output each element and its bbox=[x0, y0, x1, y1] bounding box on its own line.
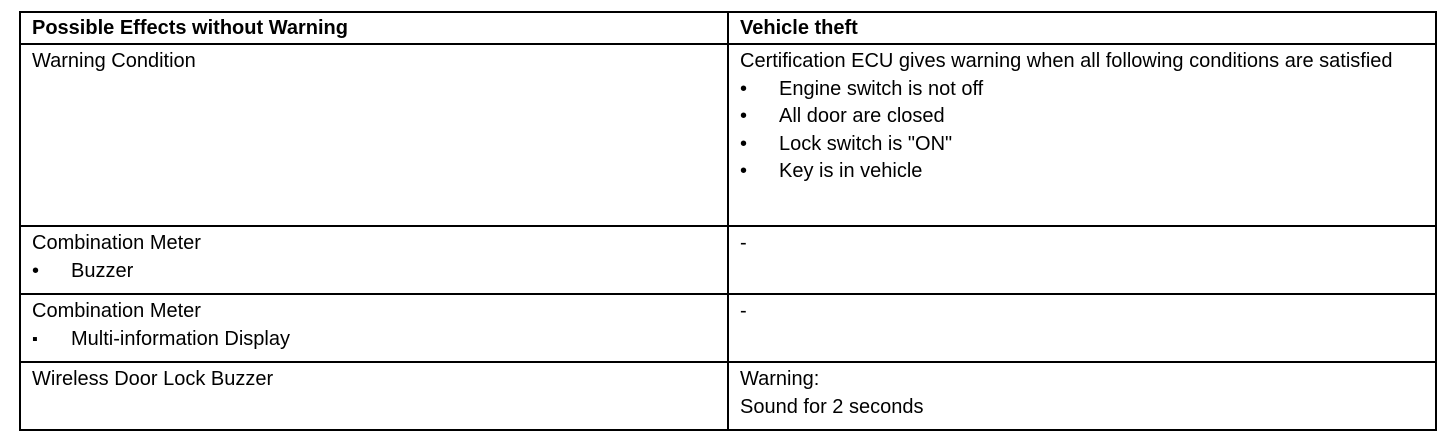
condition-item-text: Key is in vehicle bbox=[779, 160, 923, 182]
list-item bbox=[32, 258, 715, 286]
bullet-icon: • bbox=[740, 77, 748, 100]
row-label-wireless-door-lock-buzzer: Wireless Door Lock Buzzer bbox=[20, 362, 728, 430]
bullet-icon: • bbox=[740, 160, 748, 182]
table-row bbox=[20, 226, 1436, 294]
table-row bbox=[20, 44, 1436, 226]
row-label-text: Combination Meter bbox=[32, 232, 201, 254]
bullet-icon: • bbox=[740, 105, 748, 127]
vehicle-theft-warning-table bbox=[19, 11, 1437, 431]
warning-label: Warning: bbox=[740, 368, 820, 390]
row-label-combination-meter-buzzer bbox=[20, 226, 728, 294]
table-row bbox=[20, 362, 1436, 430]
list-item bbox=[740, 131, 1423, 159]
condition-item-text: Lock switch is "ON" bbox=[779, 132, 953, 155]
condition-item-text: All door are closed bbox=[779, 105, 945, 127]
row-label-bullet-text: Multi-information Display bbox=[71, 327, 290, 350]
bullet-icon: • bbox=[32, 259, 40, 282]
row-label-warning-condition: Warning Condition bbox=[20, 44, 728, 226]
table-header-row bbox=[20, 12, 1436, 44]
row-label-bullet-text: Buzzer bbox=[71, 259, 134, 282]
table-row bbox=[20, 294, 1436, 362]
row-value-buzzer: - bbox=[728, 226, 1436, 294]
bullet-icon: • bbox=[740, 132, 748, 155]
list-item bbox=[32, 326, 715, 354]
row-value-wireless-door-lock-buzzer bbox=[728, 362, 1436, 430]
warning-detail: Sound for 2 seconds bbox=[740, 395, 924, 418]
row-label-text: Combination Meter bbox=[32, 300, 201, 322]
square-bullet-icon: ▪ bbox=[32, 330, 38, 348]
row-value-mid: - bbox=[728, 294, 1436, 362]
list-item bbox=[740, 158, 1423, 186]
row-label-combination-meter-mid bbox=[20, 294, 728, 362]
condition-item-text: Engine switch is not off bbox=[779, 77, 984, 100]
list-item bbox=[740, 103, 1423, 131]
header-cell-vehicle-theft: Vehicle theft bbox=[728, 12, 1436, 44]
row-value-warning-condition bbox=[728, 44, 1436, 226]
condition-intro: Certification ECU gives warning when all following conditions are satisfied bbox=[740, 50, 1393, 72]
header-cell-effects: Possible Effects without Warning bbox=[20, 12, 728, 44]
list-item bbox=[740, 76, 1423, 104]
